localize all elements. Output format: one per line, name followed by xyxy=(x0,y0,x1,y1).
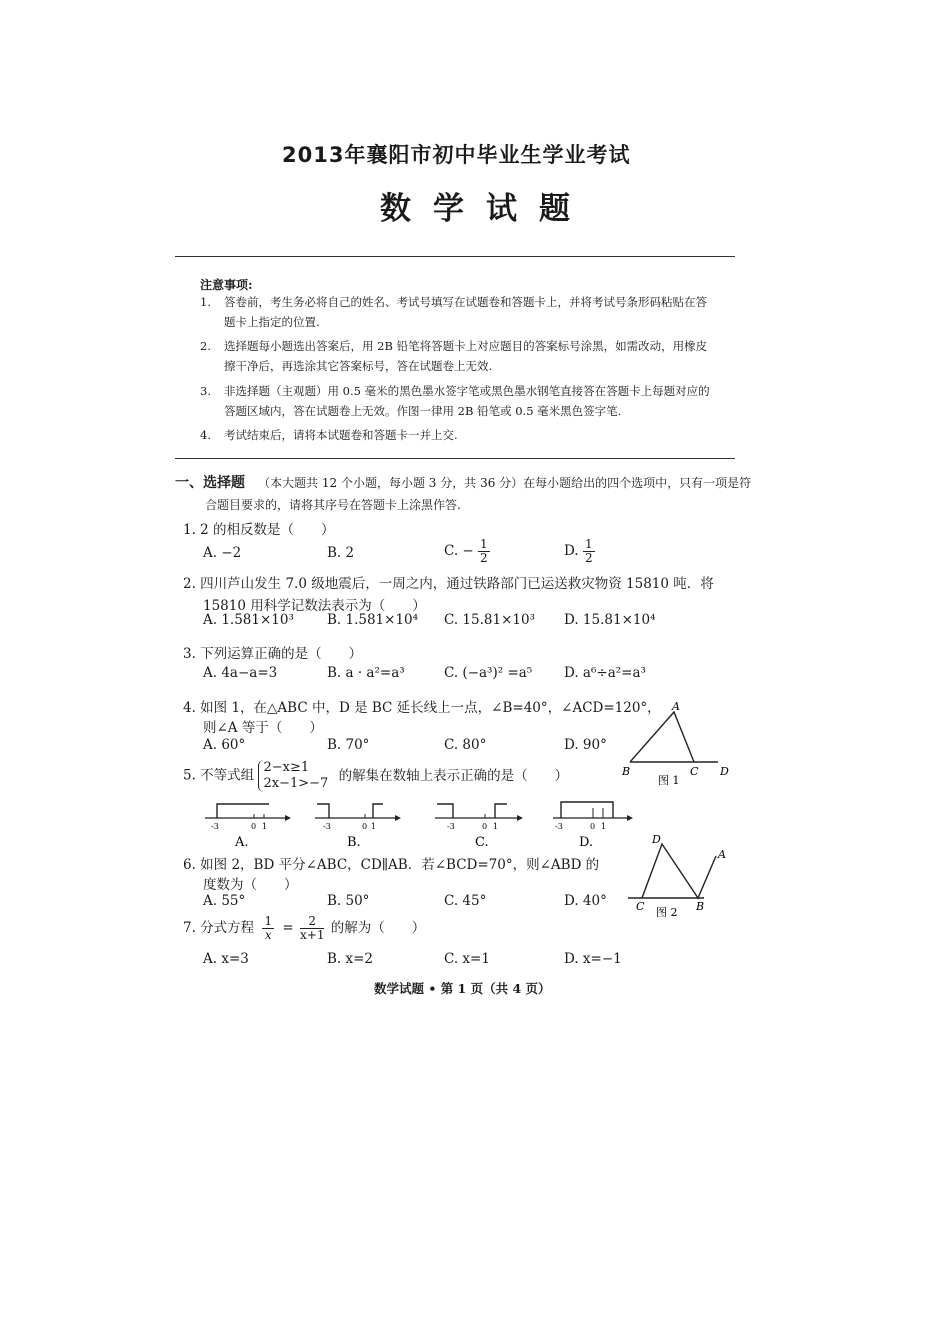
q7-suffix: 的解为（ ） xyxy=(330,920,426,936)
fraction-denominator: 2 xyxy=(480,551,488,565)
fraction-numerator: 2 xyxy=(300,915,324,929)
figure-1-caption: 图 1 xyxy=(658,774,680,787)
question-4-line2: 则∠A 等于（ ） xyxy=(203,720,323,736)
note-line: 答卷前，考生务必将自己的姓名、考试号填写在试题卷和答题卡上，并将考试号条形码粘贴在答 xyxy=(224,295,707,309)
q1-option-b: B. 2 xyxy=(327,545,355,561)
question-5 xyxy=(183,760,568,792)
question-2-line1: 2. 四川芦山发生 7.0 级地震后，一周之内，通过铁路部门已运送救灾物资 15810 吨．将 xyxy=(183,576,714,592)
q1-c-prefix: C. − xyxy=(444,543,474,559)
q4-option-d: D. 90° xyxy=(564,737,607,753)
option-label-b: B. xyxy=(347,835,361,850)
arrow-icon xyxy=(285,815,291,821)
q7-prefix: 7. 分式方程 xyxy=(183,920,255,936)
subject-title: 数学试题 xyxy=(380,191,592,227)
q7-option-b: B. x=2 xyxy=(327,951,374,967)
question-2-line2: 15810 用科学记数法表示为（ ） xyxy=(203,598,426,614)
q4-option-a: A. 60° xyxy=(203,737,246,753)
tick-label: 0 xyxy=(362,822,368,831)
point-label-c: C xyxy=(636,900,645,913)
q7-fraction-2 xyxy=(300,915,324,942)
note-line: 非选择题（主观题）用 0.5 毫米的黑色墨水签字笔或黑色墨水钢笔直接答在答题卡上每题对应的 xyxy=(224,384,710,398)
note-line: 答题区域内，答在试题卷上无效。作图一律用 2B 铅笔或 0.5 毫米黑色签字笔. xyxy=(224,404,622,418)
tick-label: 1 xyxy=(601,822,607,831)
point-label-b: B xyxy=(696,900,705,913)
note-number: 3. xyxy=(200,384,211,398)
tick-label: 1 xyxy=(493,822,499,831)
point-label-b: B xyxy=(622,765,631,778)
note-item-3 xyxy=(200,381,710,418)
tick-label: 0 xyxy=(482,822,488,831)
point-label-a: A xyxy=(718,848,726,861)
note-line: 考试结束后，请将本试题卷和答题卡一并上交. xyxy=(224,428,458,442)
question-1-stem: 1. 2 的相反数是（ ） xyxy=(183,522,335,538)
fraction-numerator: 1 xyxy=(584,537,593,551)
note-number: 4. xyxy=(200,428,211,442)
figure-2-lines xyxy=(642,844,716,898)
solution-bracket xyxy=(217,804,269,818)
figure-2-diagram xyxy=(618,832,738,922)
fraction-denominator: x xyxy=(264,928,272,942)
fraction-numerator: 1 xyxy=(264,914,273,928)
q2-option-c: C. 15.81×10³ xyxy=(444,612,535,628)
note-number: 1. xyxy=(200,295,211,309)
solution-bracket xyxy=(317,804,329,818)
arrow-icon xyxy=(395,815,401,821)
q4-option-c: C. 80° xyxy=(444,737,487,753)
q7-option-c: C. x=1 xyxy=(444,951,490,967)
question-6-line2: 度数为（ ） xyxy=(203,877,298,893)
point-label-c: C xyxy=(690,765,699,778)
question-4-line1: 4. 如图 1，在△ABC 中，D 是 BC 延长线上一点，∠B=40°，∠ACD=120°， xyxy=(183,700,661,716)
number-line-d xyxy=(553,802,633,831)
tick-label: 1 xyxy=(371,822,377,831)
q2-option-d: D. 15.81×10⁴ xyxy=(564,612,656,628)
figure-2-caption: 图 2 xyxy=(656,906,678,919)
q2-option-a: A. 1.581×10³ xyxy=(203,612,294,628)
bottom-rule xyxy=(175,458,735,459)
solution-bracket xyxy=(495,804,507,818)
section-desc-line2: 合题目要求的，请将其序号在答题卡上涂黑作答. xyxy=(205,498,461,512)
note-number: 2. xyxy=(200,339,211,353)
q1-d-prefix: D. xyxy=(564,543,579,559)
note-line: 选择题每小题选出答案后，用 2B 铅笔将答题卡上对应题目的答案标号涂黑，如需改动，用橡皮 xyxy=(224,339,708,353)
tick-label: 0 xyxy=(251,822,257,831)
arrow-icon xyxy=(627,815,633,821)
q1-option-d xyxy=(564,538,595,565)
q5-number-lines xyxy=(195,796,645,852)
section-desc: （本大题共 12 个小题，每小题 3 分，共 36 分）在每小题给出的四个选项中，只有一项是符 xyxy=(258,476,752,490)
q3-option-a: A. 4a−a=3 xyxy=(203,665,278,681)
exam-title: 2013年襄阳市初中毕业生学业考试 xyxy=(282,143,631,167)
option-label-d: D. xyxy=(579,835,594,850)
q4-option-b: B. 70° xyxy=(327,737,370,753)
note-item-2 xyxy=(200,336,708,373)
note-item-4 xyxy=(200,425,458,445)
question-7 xyxy=(183,915,425,942)
q7-fraction-1 xyxy=(262,915,274,942)
figure-1-lines xyxy=(630,712,694,762)
point-label-d: D xyxy=(720,765,729,778)
tick-label: 1 xyxy=(262,822,268,831)
number-line-c xyxy=(435,804,523,831)
q5-ineq-1: 2−x≥1 xyxy=(263,760,310,775)
q1-option-c xyxy=(444,538,490,565)
top-rule xyxy=(175,256,735,257)
q5-ineq-2: 2x−1>−7 xyxy=(263,776,329,791)
fraction-denominator: x+1 xyxy=(300,928,325,942)
q3-option-c: C. (−a³)² =a⁵ xyxy=(444,665,533,681)
fraction-denominator: 2 xyxy=(584,551,593,565)
q1-d-fraction xyxy=(583,538,595,565)
q6-option-d: D. 40° xyxy=(564,893,607,909)
q6-option-a: A. 55° xyxy=(203,893,246,909)
tick-label: -3 xyxy=(447,822,455,831)
tick-label: -3 xyxy=(323,822,331,831)
point-label-a: A xyxy=(672,700,680,713)
note-item-1 xyxy=(200,292,707,329)
solution-bracket xyxy=(437,804,453,818)
q1-c-fraction xyxy=(478,538,490,565)
note-line: 擦干净后，再选涂其它答案标号，答在试题卷上无效. xyxy=(224,359,493,373)
solution-bracket xyxy=(373,804,383,818)
q5-suffix: 的解集在数轴上表示正确的是（ ） xyxy=(338,767,569,784)
tick-label: -3 xyxy=(555,822,563,831)
number-line-b xyxy=(315,804,401,831)
notes-heading: 注意事项: xyxy=(200,278,253,292)
q7-option-a: A. x=3 xyxy=(203,951,249,967)
fraction-numerator: 1 xyxy=(480,537,488,551)
solution-bracket xyxy=(561,802,613,818)
q3-option-d: D. a⁶÷a²=a³ xyxy=(564,665,646,681)
q5-prefix: 5. 不等式组 xyxy=(183,767,255,784)
tick-label: 0 xyxy=(590,822,596,831)
question-6-line1: 6. 如图 2，BD 平分∠ABC，CD∥AB．若∠BCD=70°，则∠ABD 的 xyxy=(183,857,600,873)
q2-option-b: B. 1.581×10⁴ xyxy=(327,612,419,628)
q3-option-b: B. a · a²=a³ xyxy=(327,665,405,681)
option-label-c: C. xyxy=(475,835,489,850)
q1-option-a: A. −2 xyxy=(203,545,242,561)
question-3-stem: 3. 下列运算正确的是（ ） xyxy=(183,646,363,662)
point-label-d: D xyxy=(652,833,661,846)
number-line-a xyxy=(205,804,291,831)
note-line: 题卡上指定的位置. xyxy=(224,315,320,329)
arrow-icon xyxy=(517,815,523,821)
figure-1-triangle xyxy=(618,700,738,788)
section-title: 一、选择题 xyxy=(175,475,245,491)
q6-option-c: C. 45° xyxy=(444,893,487,909)
tick-label: -3 xyxy=(211,822,219,831)
q5-inequality-system xyxy=(258,760,328,792)
section-header xyxy=(175,472,751,492)
page-footer: 数学试题 • 第 1 页（共 4 页） xyxy=(374,981,551,996)
q7-option-d: D. x=−1 xyxy=(564,951,622,967)
option-label-a: A. xyxy=(235,835,249,850)
q7-equals: = xyxy=(282,920,294,936)
q6-option-b: B. 50° xyxy=(327,893,370,909)
